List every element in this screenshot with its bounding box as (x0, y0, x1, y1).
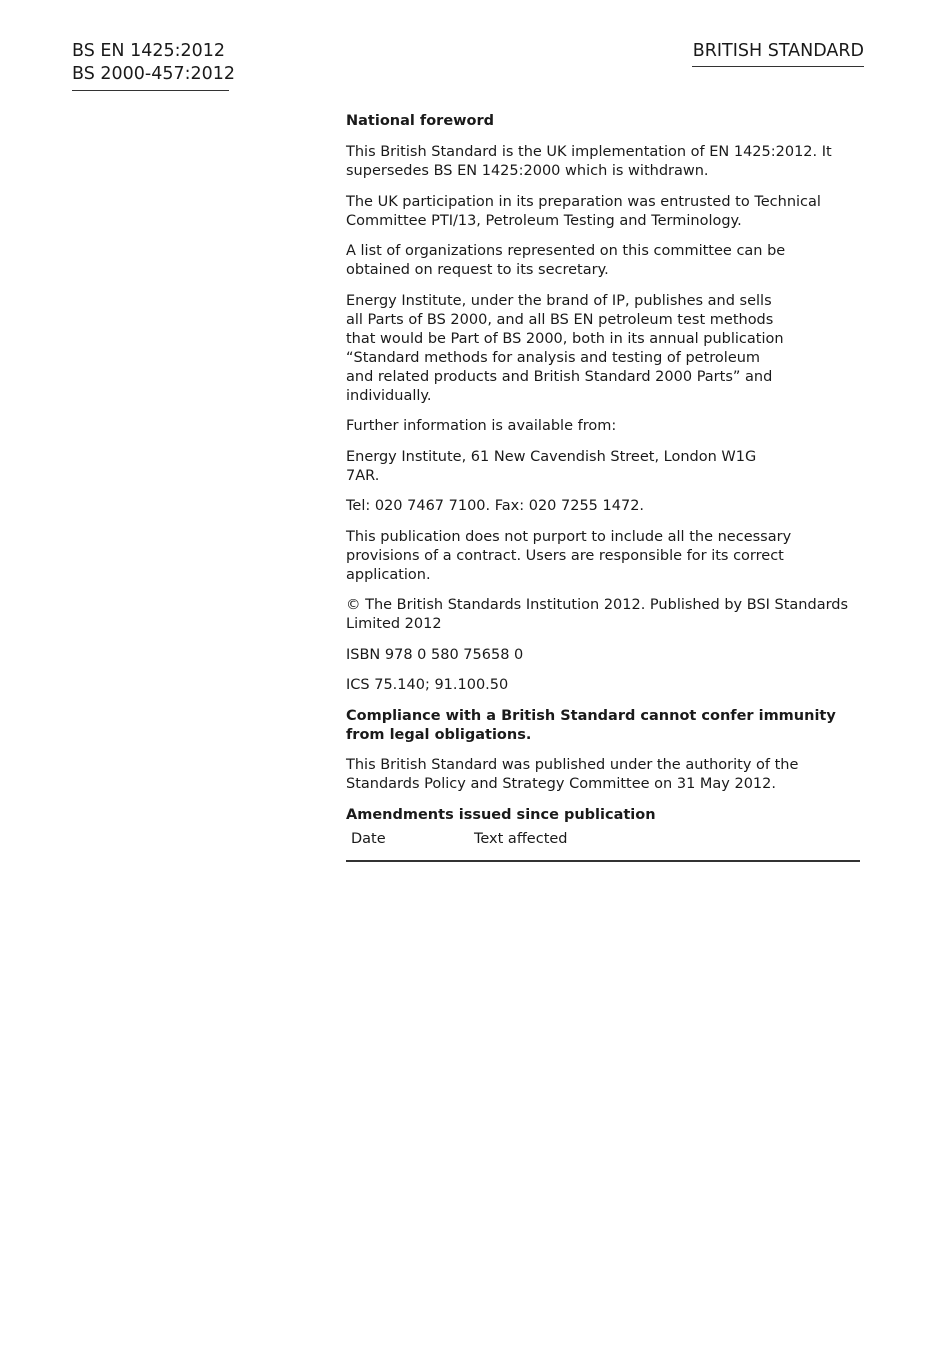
foreword-paragraph-copyright: © The British Standards Institution 2012. Published by BSI Standards Limited 2012 (346, 597, 849, 632)
foreword-paragraph-participation: The UK participation in its preparation was entrusted to Technical Committee PTI/13, Petroleum Testing and Terminology. (346, 193, 821, 229)
foreword-paragraph-authority: This British Standard was published under the authority of the Standards Policy and Strategy Committee on 31 May 2012. (346, 757, 799, 792)
foreword-isbn: ISBN 978 0 580 75658 0 (346, 646, 524, 663)
foreword-paragraph-further-info: Further information is available from: (346, 418, 617, 434)
foreword-ics: ICS 75.140; 91.100.50 (346, 677, 509, 693)
foreword-title: National foreword (346, 113, 495, 129)
foreword-compliance-notice: Compliance with a British Standard cannot confer immunity from legal obligations. (346, 707, 836, 743)
foreword-paragraph-implementation: This British Standard is the UK implementation of EN 1425:2012. It supersedes BS EN 1425:2000 which is withdrawn. (346, 144, 832, 179)
foreword-paragraph-address: Energy Institute, 61 New Cavendish Street, London W1G 7AR. (346, 448, 757, 484)
amendments-column-text-affected: Text affected (474, 830, 568, 847)
amendments-title: Amendments issued since publication (346, 806, 656, 823)
foreword-paragraph-contract: This publication does not purport to include all the necessary provisions of a contract. Users are responsible for its correct application. (346, 528, 792, 583)
amendments-table (346, 830, 860, 862)
foreword-paragraph-energy-institute: Energy Institute, under the brand of IP, publishes and sells all Parts of BS 2000, and all BS EN petroleum test methods that would be Part of BS 2000, both in its annual publication “Standard methods for analysis and testing of petroleum and related products and British Standard 2000 Parts” and individually. (346, 292, 784, 404)
document-code-primary: BS EN 1425:2012 (72, 41, 226, 61)
foreword-paragraph-organizations: A list of organizations represented on this committee can be obtained on request to its secretary. (346, 243, 786, 278)
amendments-column-date: Date (351, 830, 386, 847)
document-code-secondary: BS 2000-457:2012 (72, 64, 236, 84)
national-foreword (346, 112, 860, 862)
document-code-block (72, 40, 236, 91)
standard-label: BRITISH STANDARD (692, 40, 864, 67)
foreword-paragraph-contact: Tel: 020 7467 7100. Fax: 020 7255 1472. (346, 498, 645, 514)
